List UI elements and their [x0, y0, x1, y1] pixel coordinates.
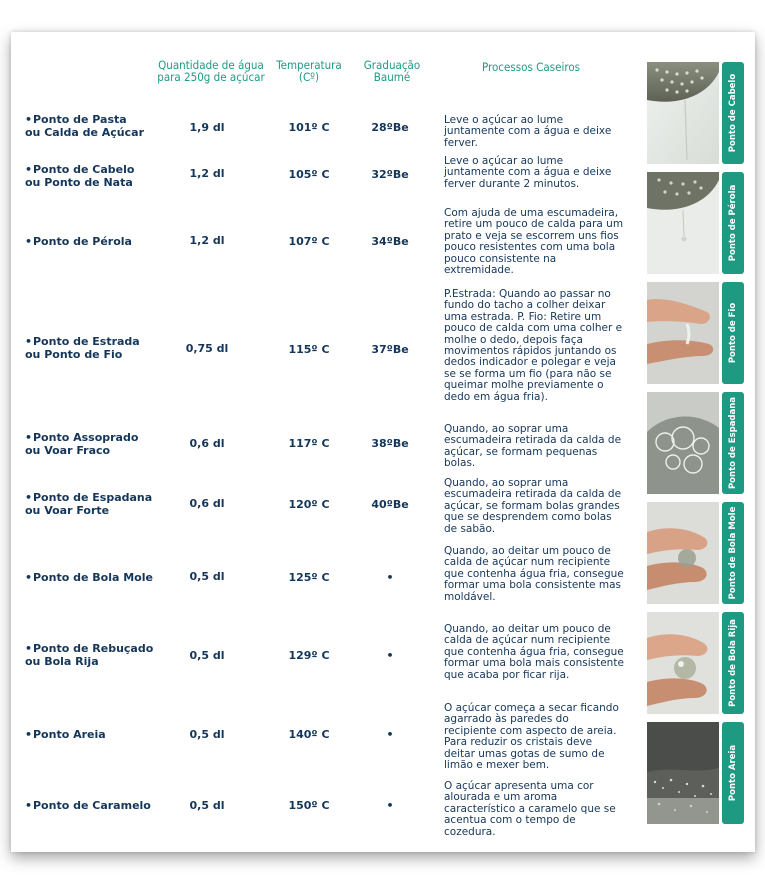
row-name: •Ponto Assoprado ou Voar Fraco [25, 431, 139, 457]
skimmer-pearl-photo [647, 172, 719, 274]
row-baume: 38ºBe [371, 437, 409, 450]
side-tag: Ponto de Cabelo [722, 62, 744, 164]
row-temperature: 140º C [288, 728, 330, 741]
row-name: •Ponto de Pasta ou Calda de Açúcar [25, 113, 145, 139]
sugar-points-table [11, 32, 755, 852]
row-process: Quando, ao deitar um pouco de calda de açúcar num recipiente que contenha água fria, consegue formar uma bola consistente mas moldável. [444, 545, 624, 603]
row-process: Quando, ao soprar uma escumadeira retirada da calda de açúcar, se formam pequenas bolas. [444, 423, 622, 470]
finger-hard-ball-photo [647, 612, 719, 714]
row-quantity: 0,5 dl [189, 570, 225, 583]
row-process: O açúcar começa a secar ficando agarrado às paredes do recipiente com aspecto de areia. Para reduzir os cristais deve deitar umas gotas de sumo de limão e mexer bem. [444, 702, 619, 772]
row-process: Quando, ao soprar uma escumadeira retirada da calda de açúcar, se formam bolas grandes que se desprendem como bolas de sabão. [444, 477, 622, 535]
side-tag: Ponto de Bola Mole [722, 502, 744, 604]
row-quantity: 0,5 dl [189, 649, 225, 662]
row-quantity: 0,5 dl [189, 728, 225, 741]
row-name: •Ponto de Caramelo [25, 799, 151, 812]
row-name: •Ponto de Cabelo ou Ponto de Nata [25, 163, 135, 189]
row-quantity: 0,75 dl [185, 342, 229, 355]
row-baume: 40ºBe [371, 498, 409, 511]
header-temperature: Temperatura (Cº) [276, 58, 342, 84]
row-temperature: 117º C [288, 437, 330, 450]
side-tag: Ponto de Fio [722, 282, 744, 384]
finger-soft-ball-photo [647, 502, 719, 604]
side-tag: Ponto de Bola Rija [722, 612, 744, 714]
row-baume: • [386, 799, 394, 812]
skimmer-bubbles-photo [647, 392, 719, 494]
row-quantity: 0,6 dl [189, 497, 225, 510]
row-baume: 32ºBe [371, 168, 409, 181]
row-quantity: 0,5 dl [189, 799, 225, 812]
row-baume: • [386, 728, 394, 741]
row-name: •Ponto de Rebuçado ou Bola Rija [25, 642, 154, 668]
row-temperature: 125º C [288, 571, 330, 584]
row-temperature: 150º C [288, 799, 330, 812]
row-temperature: 115º C [288, 343, 330, 356]
row-name: •Ponto de Bola Mole [25, 571, 153, 584]
row-process: Quando, ao deitar um pouco de calda de açúcar num recipiente que contenha água fria, consegue formar uma bola mais consistente que acaba por ficar rija. [444, 623, 624, 681]
row-name: •Ponto Areia [25, 728, 106, 741]
row-baume: 37ºBe [371, 343, 409, 356]
side-tag: Ponto Areia [722, 722, 744, 824]
skimmer-drip-photo [647, 62, 719, 164]
row-name: •Ponto de Espadana ou Voar Forte [25, 491, 153, 517]
header-processes: Processos Caseiros [481, 60, 581, 74]
row-temperature: 129º C [288, 649, 330, 662]
row-temperature: 107º C [288, 235, 330, 248]
row-quantity: 1,2 dl [189, 167, 225, 180]
row-baume: 34ºBe [371, 235, 409, 248]
side-tag: Ponto de Pérola [722, 172, 744, 274]
row-baume: • [386, 571, 394, 584]
row-temperature: 101º C [288, 121, 330, 134]
header-quantity: Quantidade de água para 250g de açúcar [157, 58, 265, 84]
header-baume: Graduação Baumé [363, 58, 421, 84]
row-process: Com ajuda de uma escumadeira, retire um pouco de calda para um prato e veja se escorrem uns fios pouco resistentes com uma bola pouco consistente na extremidade. [444, 207, 624, 277]
row-baume: 28ºBe [371, 121, 409, 134]
row-temperature: 120º C [288, 498, 330, 511]
row-quantity: 1,9 dl [189, 121, 225, 134]
row-process: P.Estrada: Quando ao passar no fundo do tacho a colher deixar uma estrada. P. Fio: Retire um pouco de calda com uma colher e molhe o dedo, depois faça movimentos rápidos juntando os dedos indicador e polegar e veja se se forma um fio (para não se queimar molhe previamente o dedo em água fria). [444, 288, 623, 403]
row-temperature: 105º C [288, 168, 330, 181]
row-name: •Ponto de Pérola [25, 235, 132, 248]
row-process: Leve o açúcar ao lume juntamente com a água e deixe ferver. [444, 114, 612, 149]
row-quantity: 1,2 dl [189, 234, 225, 247]
row-quantity: 0,6 dl [189, 437, 225, 450]
side-tag: Ponto de Espadana [722, 392, 744, 494]
row-process: O açúcar apresenta uma cor alourada e um aroma característico a caramelo que se acentua com o tempo de cozedura. [444, 780, 616, 838]
row-process: Leve o açúcar ao lume juntamente com a água e deixe ferver durante 2 minutos. [444, 155, 612, 190]
finger-thread-photo [647, 282, 719, 384]
row-baume: • [386, 649, 394, 662]
sand-crystals-photo [647, 722, 719, 824]
row-name: •Ponto de Estrada ou Ponto de Fio [25, 335, 140, 361]
